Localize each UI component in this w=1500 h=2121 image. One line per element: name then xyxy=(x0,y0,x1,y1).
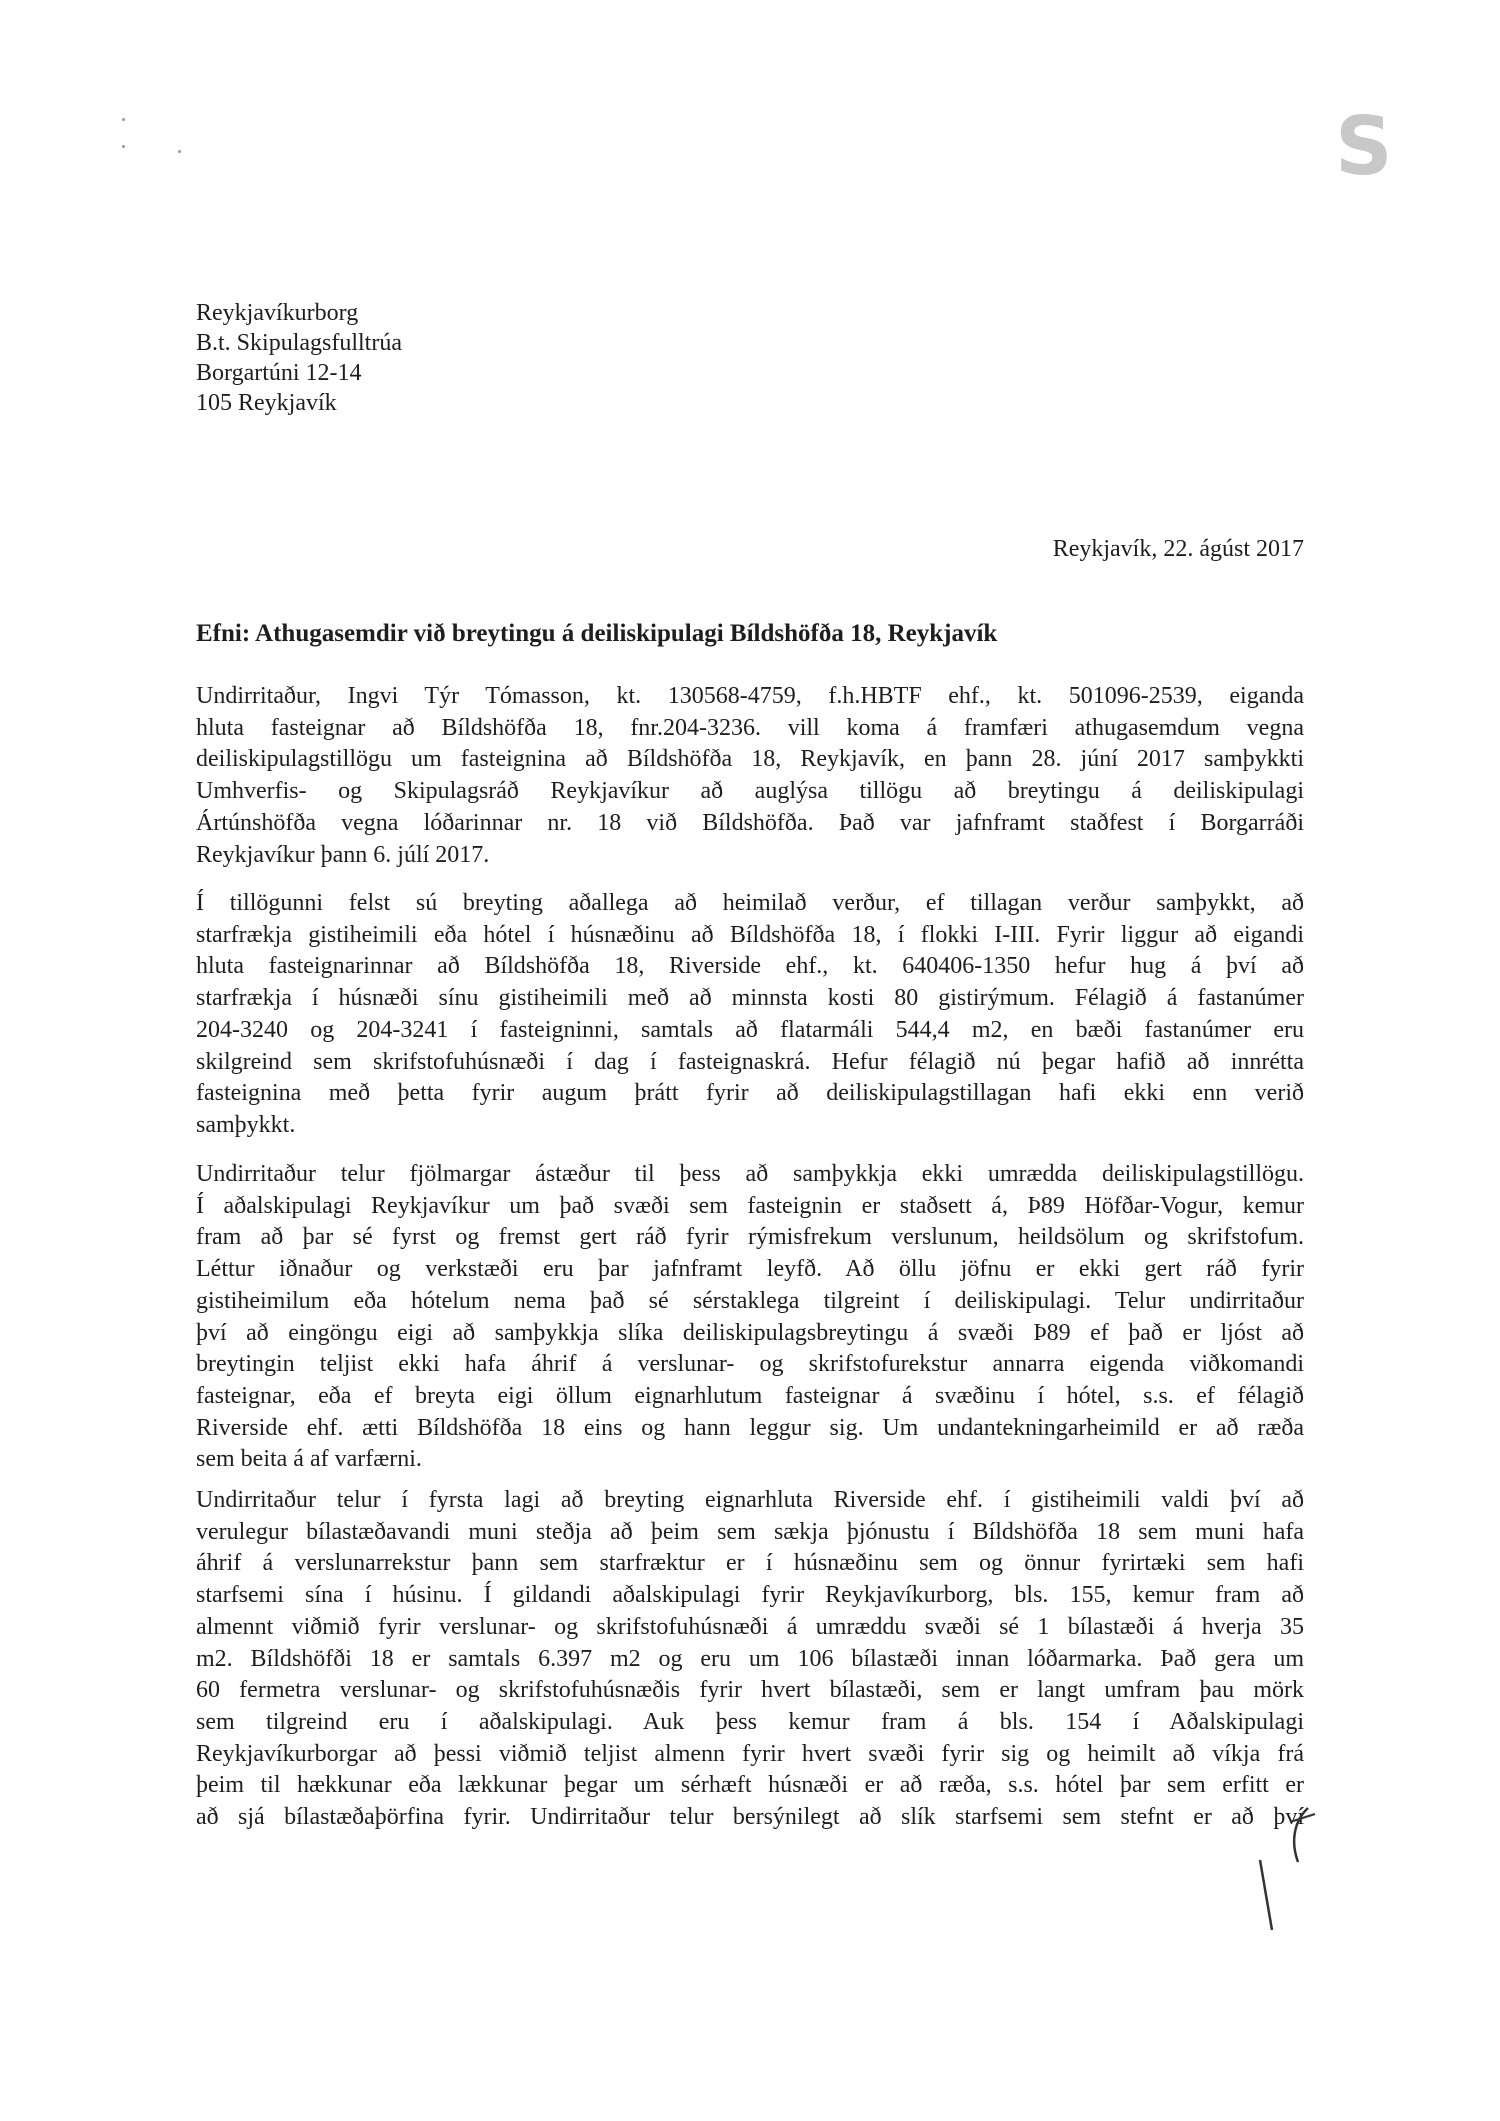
text-line: Undirritaður, Ingvi Týr Tómasson, kt. 130568-4759, f.h.HBTF ehf., kt. 501096-2539, eiganda xyxy=(196,683,1304,709)
text-line: starfrækja gistiheimili eða hótel í húsnæðinu að Bíldshöfða 18, í flokki I-III. Fyrir liggur að eigandi xyxy=(196,921,1304,948)
text-line: fasteignar, eða ef breyta eigi öllum eignarhlutum fasteignar á svæðinu í hótel, s.s. ef félagið xyxy=(196,1382,1304,1409)
handwritten-mark xyxy=(1240,1800,1340,1940)
text-line: Umhverfis- og Skipulagsráð Reykjavíkur að auglýsa tillögu að breytingu á deiliskipulagi xyxy=(196,778,1304,805)
text-line: að sjá bílastæðaþörfina fyrir. Undirritaður telur bersýnilegt að slík starfsemi sem stefnt er að því xyxy=(196,1804,1304,1831)
text-line: þeim til hækkunar eða lækkunar þegar um sérhæft húsnæði er að ræða, s.s. hótel þar sem erfitt er xyxy=(196,1772,1304,1799)
scan-speck xyxy=(122,145,125,148)
text-line: 204-3240 og 204-3241 í fasteigninni, samtals að flatarmáli 544,4 m2, en bæði fastanúmer eru xyxy=(196,1016,1304,1043)
text-line: Reykjavíkurborgar að þessi viðmið teljist almenn fyrir hvert svæði fyrir sig og heimilt að víkja frá xyxy=(196,1740,1304,1767)
text-line: Riverside ehf. ætti Bíldshöfða 18 eins og hann leggur sig. Um undantekningarheimild er að ræða xyxy=(196,1414,1304,1441)
text-line: sem tilgreind eru í aðalskipulagi. Auk þess kemur fram á bls. 154 í Aðalskipulagi xyxy=(196,1708,1304,1735)
letter-date: Reykjavík, 22. ágúst 2017 xyxy=(1052,536,1304,562)
recipient-address xyxy=(196,298,1304,418)
text-line: fram að þar sé fyrst og fremst gert ráð fyrir rýmisfrekum verslunum, heildsölum og skrifstofum. xyxy=(196,1224,1304,1251)
paragraph xyxy=(196,681,1304,871)
text-line: Undirritaður telur í fyrsta lagi að breyting eignarhluta Riverside ehf. í gistiheimili valdi því að xyxy=(196,1487,1304,1513)
text-line: sem beita á af varfærni. xyxy=(196,1446,422,1473)
text-line: því að eingöngu eigi að samþykkja slíka deiliskipulagsbreytingu á svæði Þ89 ef það er ljóst að xyxy=(196,1319,1304,1346)
paragraph xyxy=(196,1159,1304,1476)
text-line: m2. Bíldshöfði 18 er samtals 6.397 m2 og eru um 106 bílastæði innan lóðarmarka. Það gera um xyxy=(196,1645,1304,1672)
text-line: Undirritaður telur fjölmargar ástæður til þess að samþykkja ekki umrædda deiliskipulagstillögu. xyxy=(196,1161,1304,1187)
text-line: Léttur iðnaður og verkstæði eru þar jafnframt leyfð. Að öllu jöfnu er ekki gert ráð fyrir xyxy=(196,1256,1304,1283)
text-line: hluta fasteignar að Bíldshöfða 18, fnr.204-3236. vill koma á framfæri athugasemdum vegna xyxy=(196,714,1304,741)
text-line: almennt viðmið fyrir verslunar- og skrifstofuhúsnæði á umræddu svæði sé 1 bílastæði á hverja 35 xyxy=(196,1613,1304,1640)
text-line: hluta fasteignarinnar að Bíldshöfða 18, Riverside ehf., kt. 640406-1350 hefur hug á því að xyxy=(196,953,1304,980)
text-line: deiliskipulagstillögu um fasteignina að Bíldshöfða 18, Reykjavík, en þann 28. júní 2017 samþykkti xyxy=(196,746,1304,773)
paragraph xyxy=(196,1485,1304,1834)
text-line: skilgreind sem skrifstofuhúsnæði í dag í fasteignaskrá. Hefur félagið nú þegar hafið að innrétta xyxy=(196,1048,1304,1075)
text-line: áhrif á verslunarrekstur þann sem starfræktur er í húsnæðinu sem og önnur fyrirtæki sem hafi xyxy=(196,1550,1304,1577)
text-line: Reykjavíkur þann 6. júlí 2017. xyxy=(196,841,490,868)
text-line: starfrækja í húsnæði sínu gistiheimili með að minnsta kosti 80 gistirýmum. Félagið á fastanúmer xyxy=(196,985,1304,1012)
address-line: 105 Reykjavík xyxy=(196,390,337,416)
text-line: starfsemi sína í húsinu. Í gildandi aðalskipulagi fyrir Reykjavíkurborg, bls. 155, kemur fram að xyxy=(196,1582,1304,1609)
text-line: verulegur bílastæðavandi muni steðja að þeim sem sækja þjónustu í Bíldshöfða 18 sem muni hafa xyxy=(196,1518,1304,1545)
text-line: breytingin teljist ekki hafa áhrif á verslunar- og skrifstofurekstur annarra eigenda viðkomandi xyxy=(196,1351,1304,1378)
text-line: fasteignina með þetta fyrir augum þrátt fyrir að deiliskipulagstillagan hafi ekki enn verið xyxy=(196,1080,1304,1107)
text-line: 60 fermetra verslunar- og skrifstofuhúsnæðis fyrir hvert bílastæði, sem er langt umfram þau mörk xyxy=(196,1677,1304,1704)
scan-speck xyxy=(122,118,125,121)
address-line: Reykjavíkurborg xyxy=(196,300,359,326)
text-line: samþykkt. xyxy=(196,1111,296,1138)
subject-line: Efni: Athugasemdir við breytingu á deiliskipulagi Bíldshöfða 18, Reykjavík xyxy=(196,620,998,647)
text-line: Ártúnshöfða vegna lóðarinnar nr. 18 við Bíldshöfða. Það var jafnframt staðfest í Borgarráði xyxy=(196,809,1304,836)
logo-mark: S xyxy=(1335,100,1393,193)
paragraph xyxy=(196,888,1304,1142)
address-line: B.t. Skipulagsfulltrúa xyxy=(196,330,402,356)
scan-speck xyxy=(178,150,181,153)
address-line: Borgartúni 12-14 xyxy=(196,360,362,386)
text-line: Í tillögunni felst sú breyting aðallega að heimilað verður, ef tillagan verður samþykkt, að xyxy=(196,890,1304,916)
text-line: Í aðalskipulagi Reykjavíkur um það svæði sem fasteignin er staðsett á, Þ89 Höfðar-Vogur, kemur xyxy=(196,1192,1304,1219)
text-line: gistiheimilum eða hótelum nema það sé sérstaklega tilgreint í deiliskipulagi. Telur undirritaður xyxy=(196,1287,1304,1314)
